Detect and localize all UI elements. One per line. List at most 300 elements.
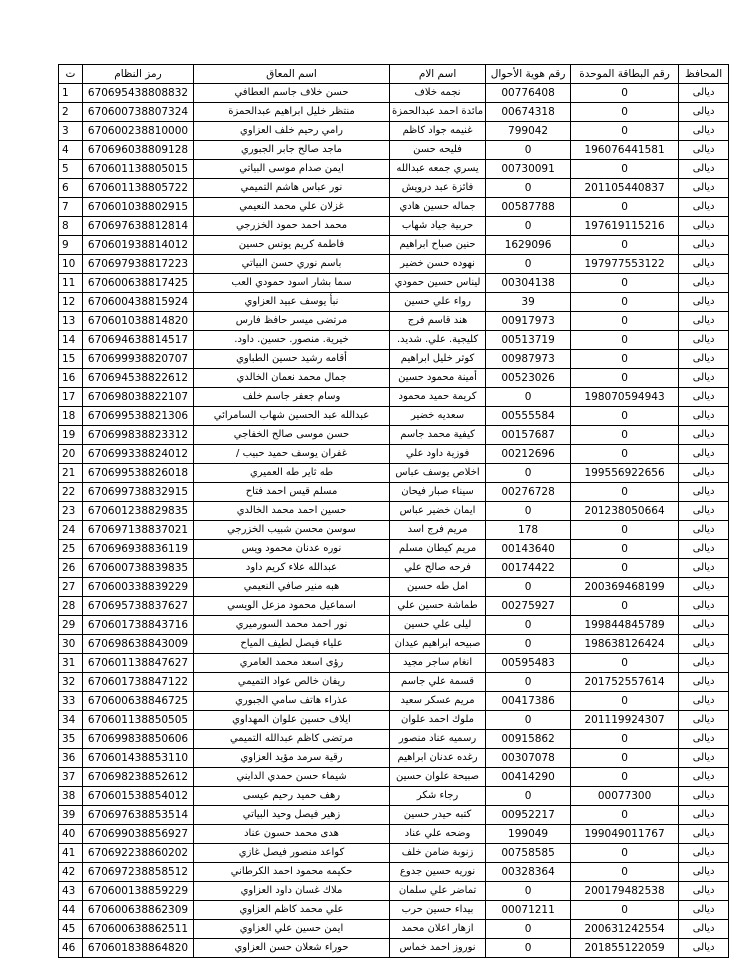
disabled-name-cell: وسام جعفر جاسم خلف — [194, 388, 390, 407]
table-row — [59, 559, 729, 578]
table-row — [59, 673, 729, 692]
id-number-cell: 0 — [486, 939, 571, 958]
mother-name-cell: وضحه علي عناد — [390, 825, 486, 844]
table-row — [59, 179, 729, 198]
disabled-name-cell: محمد احمد حمود الخزرجي — [194, 217, 390, 236]
governorate-cell: ديالى — [679, 236, 729, 255]
table-row — [59, 464, 729, 483]
system-code-cell: 670600738839835 — [83, 559, 194, 578]
mother-name-cell: أمينة محمود حسين — [390, 369, 486, 388]
system-code-cell: 670600638862309 — [83, 901, 194, 920]
governorate-cell: ديالى — [679, 635, 729, 654]
system-code-cell: 670699538826018 — [83, 464, 194, 483]
unified-card-cell: 199049011767 — [571, 825, 679, 844]
table-row — [59, 122, 729, 141]
unified-card-cell: 200631242554 — [571, 920, 679, 939]
system-code-cell: 670697638812814 — [83, 217, 194, 236]
header-id-number: رقم هوية الأحوال — [486, 65, 571, 84]
row-index-cell: 5 — [59, 160, 83, 179]
id-number-cell: 0 — [486, 464, 571, 483]
id-number-cell: 00674318 — [486, 103, 571, 122]
id-number-cell: 00071211 — [486, 901, 571, 920]
mother-name-cell: يسري جمعه عبدالله — [390, 160, 486, 179]
id-number-cell: 0 — [486, 920, 571, 939]
row-index-cell: 43 — [59, 882, 83, 901]
row-index-cell: 32 — [59, 673, 83, 692]
id-number-cell: 00276728 — [486, 483, 571, 502]
row-index-cell: 38 — [59, 787, 83, 806]
table-row — [59, 141, 729, 160]
governorate-cell: ديالى — [679, 483, 729, 502]
system-code-cell: 670601538854012 — [83, 787, 194, 806]
mother-name-cell: غنيمه جواد كاظم — [390, 122, 486, 141]
governorate-cell: ديالى — [679, 654, 729, 673]
governorate-cell: ديالى — [679, 540, 729, 559]
governorate-cell: ديالى — [679, 217, 729, 236]
disabled-name-cell: نور عباس هاشم التميمي — [194, 179, 390, 198]
mother-name-cell: سعديه خضير — [390, 407, 486, 426]
mother-name-cell: طماشة حسين علي — [390, 597, 486, 616]
row-index-cell: 10 — [59, 255, 83, 274]
id-number-cell: 0 — [486, 711, 571, 730]
row-index-cell: 42 — [59, 863, 83, 882]
mother-name-cell: كليجية. علي. شديد. — [390, 331, 486, 350]
disabled-name-cell: سما بشار اسود حمودي العب — [194, 274, 390, 293]
id-number-cell: 0 — [486, 616, 571, 635]
governorate-cell: ديالى — [679, 711, 729, 730]
row-index-cell: 17 — [59, 388, 83, 407]
id-number-cell: 00555584 — [486, 407, 571, 426]
disabled-name-cell: ايمن حسين علي العزاوي — [194, 920, 390, 939]
system-code-cell: 670695738837627 — [83, 597, 194, 616]
system-code-cell: 670698638843009 — [83, 635, 194, 654]
disabled-name-cell: علياء فيصل لطيف المياح — [194, 635, 390, 654]
disabled-name-cell: ايلاف حسين علوان المهداوي — [194, 711, 390, 730]
id-number-cell: 39 — [486, 293, 571, 312]
mother-name-cell: صبيحه ابراهيم عيدان — [390, 635, 486, 654]
table-row — [59, 730, 729, 749]
id-number-cell: 00328364 — [486, 863, 571, 882]
row-index-cell: 36 — [59, 749, 83, 768]
mother-name-cell: قسمة علي جاسم — [390, 673, 486, 692]
table-row — [59, 388, 729, 407]
system-code-cell: 670601938814012 — [83, 236, 194, 255]
mother-name-cell: نوريه حسين جدوع — [390, 863, 486, 882]
table-row — [59, 426, 729, 445]
governorate-cell: ديالى — [679, 255, 729, 274]
mother-name-cell: فائزة عبد درويش — [390, 179, 486, 198]
table-row — [59, 198, 729, 217]
table-row — [59, 920, 729, 939]
unified-card-cell: 0 — [571, 236, 679, 255]
mother-name-cell: نجمه خلاف — [390, 84, 486, 103]
table-row — [59, 331, 729, 350]
mother-name-cell: رجاء شكر — [390, 787, 486, 806]
governorate-cell: ديالى — [679, 825, 729, 844]
table-row — [59, 692, 729, 711]
table-row — [59, 502, 729, 521]
governorate-cell: ديالى — [679, 388, 729, 407]
mother-name-cell: اخلاص يوسف عباس — [390, 464, 486, 483]
row-index-cell: 13 — [59, 312, 83, 331]
unified-card-cell: 0 — [571, 198, 679, 217]
row-index-cell: 3 — [59, 122, 83, 141]
row-index-cell: 44 — [59, 901, 83, 920]
table-row — [59, 369, 729, 388]
system-code-cell: 670601438853110 — [83, 749, 194, 768]
table-row — [59, 255, 729, 274]
id-number-cell: 00587788 — [486, 198, 571, 217]
system-code-cell: 670601138805722 — [83, 179, 194, 198]
system-code-cell: 670601038802915 — [83, 198, 194, 217]
unified-card-cell: 201855122059 — [571, 939, 679, 958]
disabled-name-cell: اسماعيل محمود مزعل الويسي — [194, 597, 390, 616]
table-body — [59, 65, 729, 958]
disabled-name-cell: حكيمه محمود احمد الكرطاني — [194, 863, 390, 882]
unified-card-cell: 0 — [571, 312, 679, 331]
row-index-cell: 39 — [59, 806, 83, 825]
unified-card-cell: 0 — [571, 160, 679, 179]
mother-name-cell: مريم كيطان مسلم — [390, 540, 486, 559]
governorate-cell: ديالى — [679, 920, 729, 939]
unified-card-cell: 0 — [571, 863, 679, 882]
id-number-cell: 799042 — [486, 122, 571, 141]
row-index-cell: 46 — [59, 939, 83, 958]
governorate-cell: ديالى — [679, 141, 729, 160]
disabled-name-cell: رامي رحيم خلف العزاوي — [194, 122, 390, 141]
id-number-cell: 00304138 — [486, 274, 571, 293]
id-number-cell: 00730091 — [486, 160, 571, 179]
system-code-cell: 670600638862511 — [83, 920, 194, 939]
system-code-cell: 670692238860202 — [83, 844, 194, 863]
table-header-row — [59, 65, 729, 84]
table-row — [59, 217, 729, 236]
disabled-name-cell: سوسن محسن شبيب الخزرجي — [194, 521, 390, 540]
mother-name-cell: نوروز احمد خماس — [390, 939, 486, 958]
disabled-name-cell: رقية سرمد مؤيد العزاوي — [194, 749, 390, 768]
unified-card-cell: 0 — [571, 559, 679, 578]
disabled-name-cell: أقامه رشيد حسين الطباوي — [194, 350, 390, 369]
governorate-cell: ديالى — [679, 939, 729, 958]
table-row — [59, 635, 729, 654]
governorate-cell: ديالى — [679, 198, 729, 217]
unified-card-cell: 0 — [571, 445, 679, 464]
id-number-cell: 00212696 — [486, 445, 571, 464]
row-index-cell: 26 — [59, 559, 83, 578]
mother-name-cell: امل طه حسين — [390, 578, 486, 597]
governorate-cell: ديالى — [679, 407, 729, 426]
governorate-cell: ديالى — [679, 179, 729, 198]
disabled-name-cell: حسن موسى صالح الخفاجي — [194, 426, 390, 445]
unified-card-cell: 0 — [571, 692, 679, 711]
system-code-cell: 670699338824012 — [83, 445, 194, 464]
row-index-cell: 2 — [59, 103, 83, 122]
unified-card-cell: 199844845789 — [571, 616, 679, 635]
id-number-cell: 0 — [486, 502, 571, 521]
id-number-cell: 0 — [486, 882, 571, 901]
disabled-name-cell: مرتضى كاظم عبدالله التميمي — [194, 730, 390, 749]
mother-name-cell: مريم فرج اسد — [390, 521, 486, 540]
row-index-cell: 24 — [59, 521, 83, 540]
id-number-cell: 1629096 — [486, 236, 571, 255]
mother-name-cell: جماله حسين هادي — [390, 198, 486, 217]
mother-name-cell: فليحه حسن — [390, 141, 486, 160]
mother-name-cell: ليناس حسين حمودي — [390, 274, 486, 293]
system-code-cell: 670601738847122 — [83, 673, 194, 692]
id-number-cell: 00275927 — [486, 597, 571, 616]
governorate-cell: ديالى — [679, 369, 729, 388]
governorate-cell: ديالى — [679, 464, 729, 483]
id-number-cell: 00513719 — [486, 331, 571, 350]
unified-card-cell: 0 — [571, 369, 679, 388]
table-row — [59, 540, 729, 559]
unified-card-cell: 0 — [571, 597, 679, 616]
id-number-cell: 0 — [486, 217, 571, 236]
system-code-cell: 670699838850606 — [83, 730, 194, 749]
id-number-cell: 0 — [486, 673, 571, 692]
unified-card-cell: 0 — [571, 350, 679, 369]
unified-card-cell: 0 — [571, 426, 679, 445]
table-row — [59, 483, 729, 502]
mother-name-cell: كتبه حيدر حسين — [390, 806, 486, 825]
disabled-name-cell: ملاك غسان داود العزاوي — [194, 882, 390, 901]
table-row — [59, 350, 729, 369]
row-index-cell: 41 — [59, 844, 83, 863]
table-row — [59, 825, 729, 844]
table-row — [59, 616, 729, 635]
table-row — [59, 103, 729, 122]
header-system-code: رمز النظام — [83, 65, 194, 84]
header-disabled-name: اسم المعاق — [194, 65, 390, 84]
row-index-cell: 16 — [59, 369, 83, 388]
mother-name-cell: سيناء صبار فيحان — [390, 483, 486, 502]
beneficiaries-table — [58, 64, 729, 958]
disabled-name-cell: نوره عدنان محمود ويس — [194, 540, 390, 559]
unified-card-cell: 0 — [571, 730, 679, 749]
table-row — [59, 445, 729, 464]
id-number-cell: 0 — [486, 787, 571, 806]
mother-name-cell: كيفية محمد جاسم — [390, 426, 486, 445]
table-row — [59, 274, 729, 293]
mother-name-cell: نهوده حسن خضير — [390, 255, 486, 274]
unified-card-cell: 0 — [571, 103, 679, 122]
governorate-cell: ديالى — [679, 160, 729, 179]
governorate-cell: ديالى — [679, 730, 729, 749]
governorate-cell: ديالى — [679, 863, 729, 882]
disabled-name-cell: هدى محمد حسون عناد — [194, 825, 390, 844]
id-number-cell: 00758585 — [486, 844, 571, 863]
unified-card-cell: 198070594943 — [571, 388, 679, 407]
row-index-cell: 7 — [59, 198, 83, 217]
system-code-cell: 670699038856927 — [83, 825, 194, 844]
table-row — [59, 160, 729, 179]
system-code-cell: 670696038809128 — [83, 141, 194, 160]
mother-name-cell: ايمان خضير عباس — [390, 502, 486, 521]
table-row — [59, 521, 729, 540]
id-number-cell: 00143640 — [486, 540, 571, 559]
unified-card-cell: 0 — [571, 749, 679, 768]
system-code-cell: 670601138850505 — [83, 711, 194, 730]
mother-name-cell: رسميه عناد منصور — [390, 730, 486, 749]
mother-name-cell: زنوبة ضامن خلف — [390, 844, 486, 863]
row-index-cell: 30 — [59, 635, 83, 654]
disabled-name-cell: حوراء شعلان حسن العزاوي — [194, 939, 390, 958]
unified-card-cell: 00077300 — [571, 787, 679, 806]
mother-name-cell: هند قاسم فرج — [390, 312, 486, 331]
unified-card-cell: 201752557614 — [571, 673, 679, 692]
disabled-name-cell: علي محمد كاظم العزاوي — [194, 901, 390, 920]
governorate-cell: ديالى — [679, 122, 729, 141]
row-index-cell: 11 — [59, 274, 83, 293]
governorate-cell: ديالى — [679, 84, 729, 103]
unified-card-cell: 0 — [571, 293, 679, 312]
disabled-name-cell: حسن خلاف جاسم العطافي — [194, 84, 390, 103]
system-code-cell: 670600238810000 — [83, 122, 194, 141]
header-mother-name: اسم الام — [390, 65, 486, 84]
disabled-name-cell: شيماء حسن حمدي الدايني — [194, 768, 390, 787]
id-number-cell: 00595483 — [486, 654, 571, 673]
id-number-cell: 00915862 — [486, 730, 571, 749]
disabled-name-cell: طه ثاير طه العميري — [194, 464, 390, 483]
governorate-cell: ديالى — [679, 331, 729, 350]
row-index-cell: 20 — [59, 445, 83, 464]
mother-name-cell: ازهار اعلان محمد — [390, 920, 486, 939]
disabled-name-cell: خيرية. منصور. حسين. داود. — [194, 331, 390, 350]
governorate-cell: ديالى — [679, 578, 729, 597]
disabled-name-cell: زهير فيصل وحيد البياتي — [194, 806, 390, 825]
row-index-cell: 9 — [59, 236, 83, 255]
system-code-cell: 670695438808832 — [83, 84, 194, 103]
row-index-cell: 19 — [59, 426, 83, 445]
id-number-cell: 199049 — [486, 825, 571, 844]
governorate-cell: ديالى — [679, 502, 729, 521]
system-code-cell: 670600438815924 — [83, 293, 194, 312]
governorate-cell: ديالى — [679, 293, 729, 312]
row-index-cell: 37 — [59, 768, 83, 787]
row-index-cell: 27 — [59, 578, 83, 597]
system-code-cell: 670699738832915 — [83, 483, 194, 502]
row-index-cell: 35 — [59, 730, 83, 749]
governorate-cell: ديالى — [679, 787, 729, 806]
disabled-name-cell: منتظر خليل ابراهيم عبدالحمزة — [194, 103, 390, 122]
unified-card-cell: 0 — [571, 84, 679, 103]
mother-name-cell: رواء علي حسين — [390, 293, 486, 312]
system-code-cell: 670697638853514 — [83, 806, 194, 825]
row-index-cell: 6 — [59, 179, 83, 198]
table-row — [59, 84, 729, 103]
disabled-name-cell: ماجد صالح جابر الجبوري — [194, 141, 390, 160]
system-code-cell: 670600638817425 — [83, 274, 194, 293]
unified-card-cell: 0 — [571, 540, 679, 559]
system-code-cell: 670694538822612 — [83, 369, 194, 388]
governorate-cell: ديالى — [679, 806, 729, 825]
governorate-cell: ديالى — [679, 597, 729, 616]
row-index-cell: 34 — [59, 711, 83, 730]
disabled-name-cell: ايمن صدام موسى البياتي — [194, 160, 390, 179]
system-code-cell: 670600138859229 — [83, 882, 194, 901]
unified-card-cell: 197619115216 — [571, 217, 679, 236]
unified-card-cell: 0 — [571, 901, 679, 920]
system-code-cell: 670601838864820 — [83, 939, 194, 958]
row-index-cell: 25 — [59, 540, 83, 559]
system-code-cell: 670601238829835 — [83, 502, 194, 521]
id-number-cell: 0 — [486, 179, 571, 198]
row-index-cell: 18 — [59, 407, 83, 426]
disabled-name-cell: مسلم قيس احمد فتاح — [194, 483, 390, 502]
mother-name-cell: ليلى علي حسين — [390, 616, 486, 635]
mother-name-cell: حربية جياد شهاب — [390, 217, 486, 236]
table-row — [59, 863, 729, 882]
governorate-cell: ديالى — [679, 312, 729, 331]
row-index-cell: 22 — [59, 483, 83, 502]
disabled-name-cell: رهف حميد رحيم عيسى — [194, 787, 390, 806]
mother-name-cell: رغده عدنان ابراهيم — [390, 749, 486, 768]
header-unified-card: رقم البطاقة الموحدة — [571, 65, 679, 84]
table-row — [59, 597, 729, 616]
unified-card-cell: 0 — [571, 483, 679, 502]
table-row — [59, 654, 729, 673]
disabled-name-cell: فاطمة كريم يونس حسين — [194, 236, 390, 255]
id-number-cell: 00414290 — [486, 768, 571, 787]
system-code-cell: 670601038814820 — [83, 312, 194, 331]
unified-card-cell: 0 — [571, 654, 679, 673]
disabled-name-cell: رؤى اسعد محمد العامري — [194, 654, 390, 673]
unified-card-cell: 200179482538 — [571, 882, 679, 901]
row-index-cell: 31 — [59, 654, 83, 673]
system-code-cell: 670699938820707 — [83, 350, 194, 369]
id-number-cell: 00952217 — [486, 806, 571, 825]
governorate-cell: ديالى — [679, 445, 729, 464]
disabled-name-cell: نور احمد محمد السورميري — [194, 616, 390, 635]
disabled-name-cell: حسين احمد محمد الخالدي — [194, 502, 390, 521]
unified-card-cell: 0 — [571, 407, 679, 426]
mother-name-cell: مائدة احمد عبدالحمزة — [390, 103, 486, 122]
disabled-name-cell: غفران يوسف حميد حبيب / — [194, 445, 390, 464]
unified-card-cell: 200369468199 — [571, 578, 679, 597]
unified-card-cell: 0 — [571, 331, 679, 350]
table-row — [59, 939, 729, 958]
unified-card-cell: 201238050664 — [571, 502, 679, 521]
governorate-cell: ديالى — [679, 901, 729, 920]
disabled-name-cell: ريفان خالص عواد التميمي — [194, 673, 390, 692]
row-index-cell: 4 — [59, 141, 83, 160]
disabled-name-cell: عذراء هاتف سامي الجبوري — [194, 692, 390, 711]
unified-card-cell: 0 — [571, 521, 679, 540]
system-code-cell: 670694638814517 — [83, 331, 194, 350]
table-row — [59, 882, 729, 901]
id-number-cell: 00987973 — [486, 350, 571, 369]
row-index-cell: 33 — [59, 692, 83, 711]
unified-card-cell: 196076441581 — [571, 141, 679, 160]
table-row — [59, 293, 729, 312]
row-index-cell: 23 — [59, 502, 83, 521]
id-number-cell: 0 — [486, 635, 571, 654]
id-number-cell: 0 — [486, 578, 571, 597]
unified-card-cell: 201119924307 — [571, 711, 679, 730]
row-index-cell: 14 — [59, 331, 83, 350]
disabled-name-cell: عبدالله عبد الحسين شهاب السامرائي — [194, 407, 390, 426]
mother-name-cell: ملوك احمد علوان — [390, 711, 486, 730]
system-code-cell: 670697238858512 — [83, 863, 194, 882]
governorate-cell: ديالى — [679, 673, 729, 692]
id-number-cell: 00307078 — [486, 749, 571, 768]
id-number-cell: 0 — [486, 388, 571, 407]
id-number-cell: 00417386 — [486, 692, 571, 711]
mother-name-cell: فرحه صالح علي — [390, 559, 486, 578]
mother-name-cell: مريم عسكر سعيد — [390, 692, 486, 711]
mother-name-cell: كريمة حميد محمود — [390, 388, 486, 407]
disabled-name-cell: هبه منير صافي النعيمي — [194, 578, 390, 597]
